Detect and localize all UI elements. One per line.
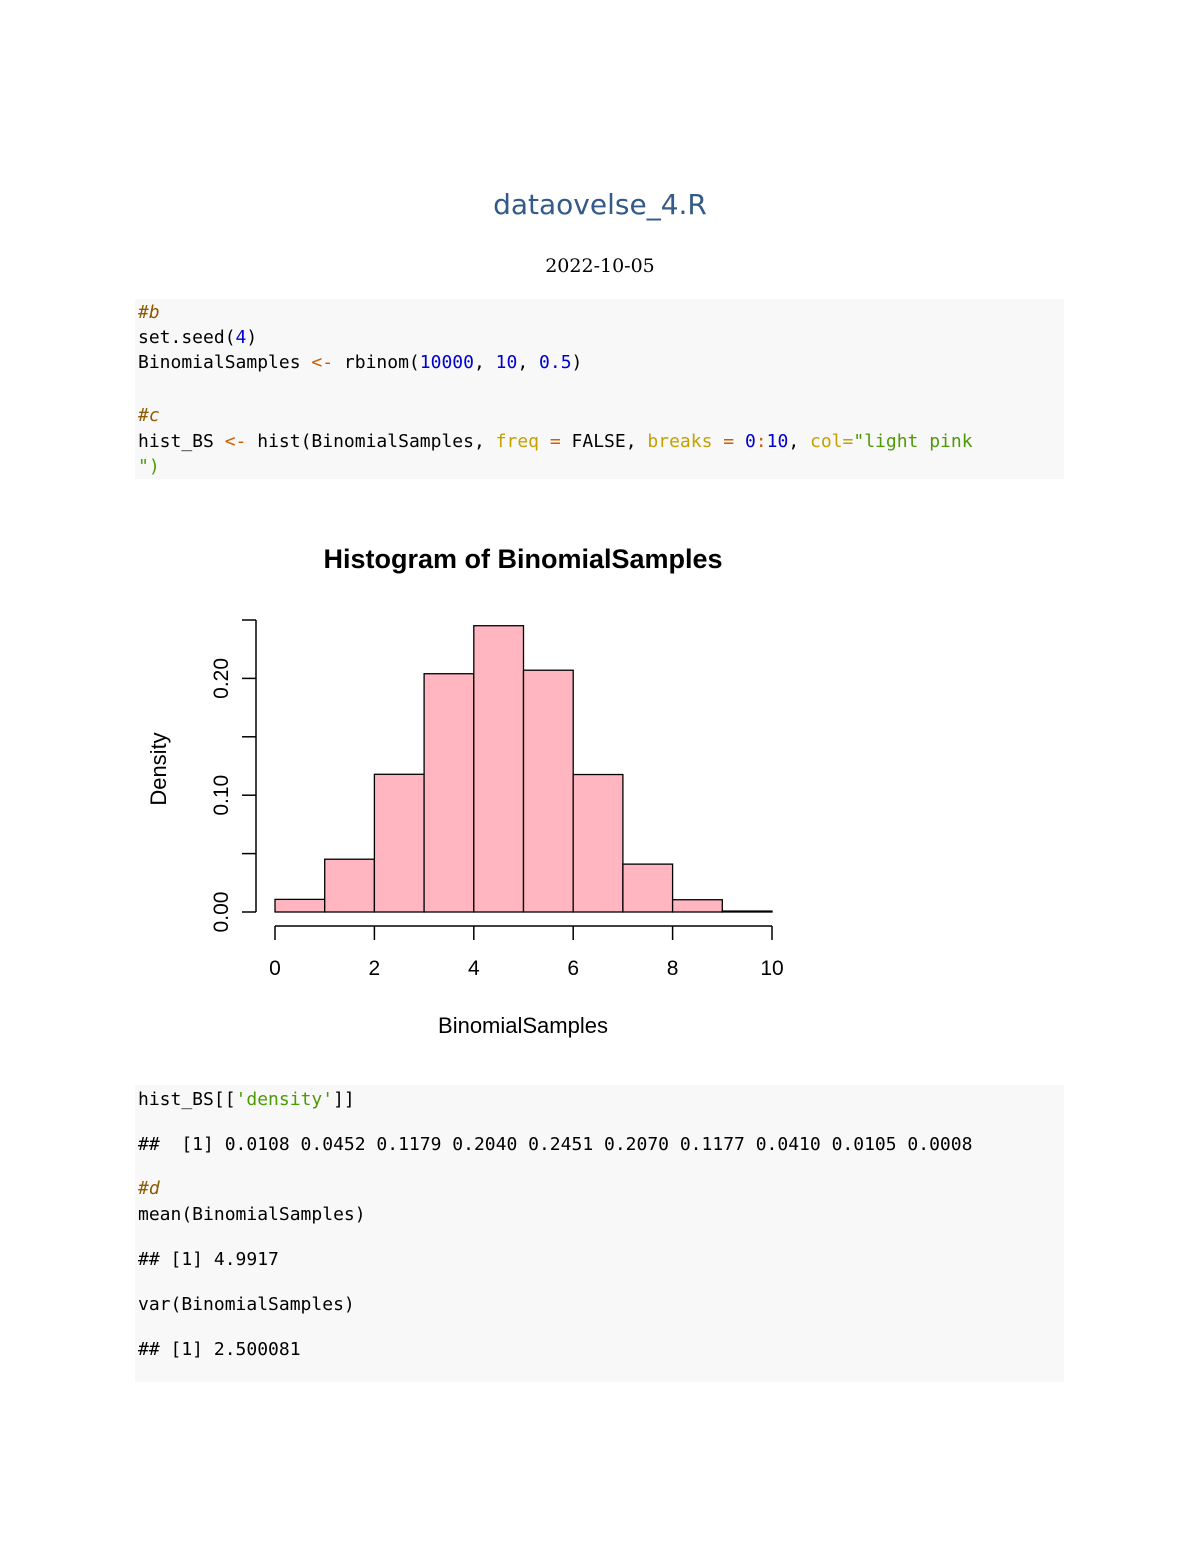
histogram-bar: [325, 859, 375, 912]
document-title: dataovelse_4.R: [493, 188, 707, 221]
x-axis: [269, 926, 784, 980]
histogram-bar: [623, 864, 673, 912]
y-axis: [210, 620, 256, 932]
x-tick-label: 2: [368, 957, 381, 980]
code-line-rbinom: BinomialSamples <- rbinom(10000, 10, 0.5): [138, 352, 583, 373]
y-tick-label: 0.00: [210, 891, 233, 933]
x-axis-label: BinomialSamples: [438, 1013, 608, 1038]
code-output-var: ## [1] 2.500081: [138, 1339, 301, 1360]
chart-title: Histogram of BinomialSamples: [323, 544, 723, 574]
x-tick-label: 0: [269, 957, 281, 980]
code-line-set-seed: set.seed(4): [138, 327, 258, 348]
y-tick-label: 0.10: [210, 774, 233, 816]
x-tick-label: 6: [567, 957, 580, 980]
code-line-mean-call: mean(BinomialSamples): [138, 1204, 366, 1225]
code-block-2: [135, 1085, 1064, 1382]
histogram-bar: [524, 670, 574, 912]
histogram-bars: [275, 626, 772, 912]
code-line-comment-c: #c: [138, 405, 160, 426]
histogram-bar: [474, 626, 524, 912]
code-line-comment-d: #d: [138, 1178, 160, 1199]
code-output-mean: ## [1] 4.9917: [138, 1249, 279, 1270]
code-output-density: ## [1] 0.0108 0.0452 0.1179 0.2040 0.2451 0.2070 0.1177 0.0410 0.0105 0.0008: [138, 1134, 973, 1155]
histogram-bar: [374, 774, 424, 912]
code-line-var-call: var(BinomialSamples): [138, 1294, 355, 1315]
y-tick-label: 0.20: [210, 657, 233, 699]
histogram-bar: [673, 900, 723, 912]
histogram-chart: [135, 520, 835, 1060]
code-line-hist-wrap: "): [138, 456, 160, 477]
code-line-hist: hist_BS <- hist(BinomialSamples, freq = FALSE, breaks = 0:10, col="light pink: [138, 431, 973, 452]
code-line-density-call: hist_BS[['density']]: [138, 1089, 355, 1110]
document-date: 2022-10-05: [545, 255, 655, 277]
histogram-bar: [275, 899, 325, 912]
x-tick-label: 4: [467, 957, 480, 980]
x-tick-label: 8: [666, 957, 679, 980]
histogram-bar: [424, 674, 474, 912]
x-tick-label: 10: [760, 957, 784, 980]
code-line-comment-b: #b: [138, 302, 160, 323]
histogram-bar: [722, 911, 772, 912]
y-axis-label: Density: [146, 732, 171, 806]
histogram-bar: [573, 775, 623, 912]
code-block-1: [135, 299, 1064, 479]
